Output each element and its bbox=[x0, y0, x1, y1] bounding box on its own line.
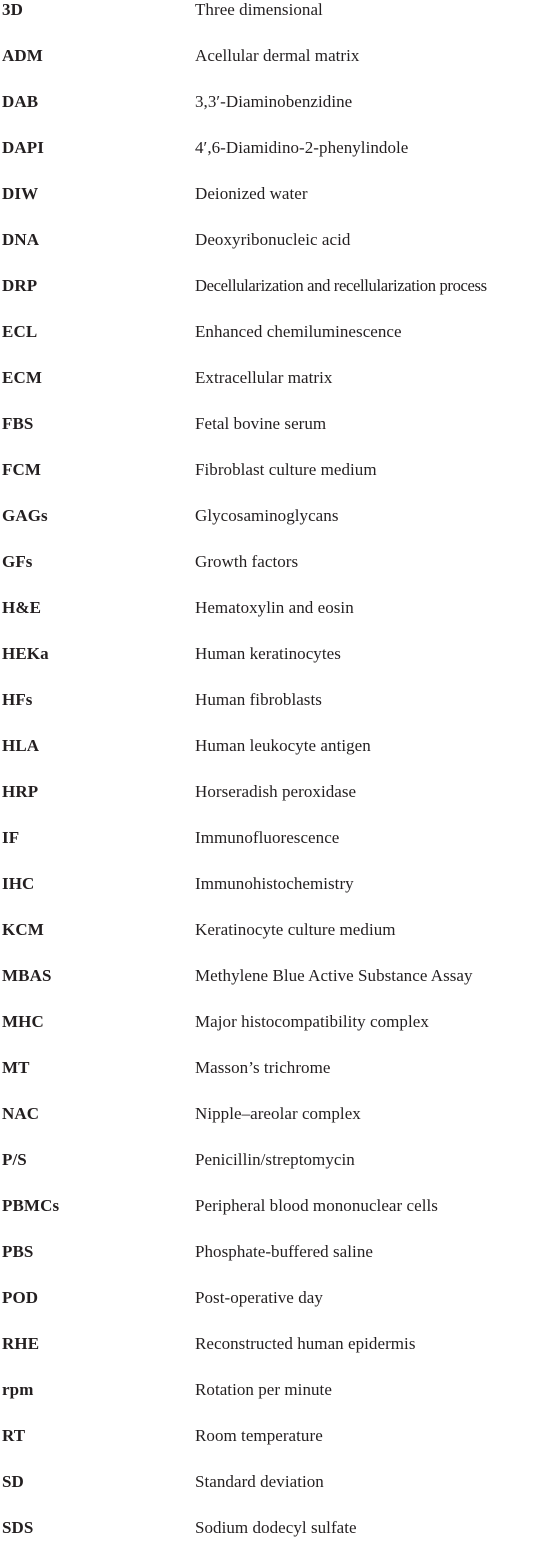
abbreviation-row-diw bbox=[0, 184, 558, 230]
abbreviation-row-3d bbox=[0, 0, 558, 46]
abbreviation-term: ECL bbox=[2, 322, 38, 341]
abbreviation-definition: Sodium dodecyl sulfate bbox=[195, 1518, 357, 1537]
abbreviation-row-fcm bbox=[0, 460, 558, 506]
abbreviation-term: ECM bbox=[2, 368, 42, 387]
abbreviation-term: MHC bbox=[2, 1012, 44, 1031]
abbreviation-row-rpm bbox=[0, 1380, 558, 1426]
abbreviation-term: FCM bbox=[2, 460, 42, 479]
abbreviation-row-p-s bbox=[0, 1150, 558, 1196]
abbreviation-row-rt bbox=[0, 1426, 558, 1472]
abbreviation-term: DAB bbox=[2, 92, 39, 111]
abbreviation-term: H&E bbox=[2, 598, 42, 617]
abbreviation-row-fbs bbox=[0, 414, 558, 460]
abbreviation-term: MT bbox=[2, 1058, 30, 1077]
abbreviation-definition: Immunofluorescence bbox=[195, 828, 340, 847]
abbreviation-row-mhc bbox=[0, 1012, 558, 1058]
abbreviation-definition: Penicillin/streptomycin bbox=[195, 1150, 355, 1169]
abbreviation-term: HEKa bbox=[2, 644, 49, 663]
abbreviation-row-rhe bbox=[0, 1334, 558, 1380]
abbreviation-row-nac bbox=[0, 1104, 558, 1150]
abbreviation-row-dna bbox=[0, 230, 558, 276]
abbreviation-definition: Human leukocyte antigen bbox=[195, 736, 371, 755]
abbreviation-definition: Immunohistochemistry bbox=[195, 874, 354, 893]
abbreviation-term: RHE bbox=[2, 1334, 40, 1353]
abbreviation-definition: Keratinocyte culture medium bbox=[195, 920, 396, 939]
abbreviation-definition: Horseradish peroxidase bbox=[195, 782, 357, 801]
abbreviation-definition: Phosphate-buffered saline bbox=[195, 1242, 373, 1261]
abbreviation-row-gfs bbox=[0, 552, 558, 598]
abbreviation-term: POD bbox=[2, 1288, 39, 1307]
abbreviation-row-dab bbox=[0, 92, 558, 138]
abbreviation-row-mbas bbox=[0, 966, 558, 1012]
abbreviation-definition: Human keratinocytes bbox=[195, 644, 341, 663]
abbreviation-definition: Decellularization and recellularization process bbox=[195, 276, 487, 295]
abbreviation-row-pbmcs bbox=[0, 1196, 558, 1242]
abbreviation-definition: Masson’s trichrome bbox=[195, 1058, 331, 1077]
abbreviation-row-hfs bbox=[0, 690, 558, 736]
abbreviation-row-ecm bbox=[0, 368, 558, 414]
abbreviation-row-dapi bbox=[0, 138, 558, 184]
abbreviation-term: FBS bbox=[2, 414, 34, 433]
abbreviation-term: KCM bbox=[2, 920, 44, 939]
abbreviation-definition: Fetal bovine serum bbox=[195, 414, 327, 433]
abbreviation-term: IHC bbox=[2, 874, 35, 893]
abbreviation-definition: Three dimensional bbox=[195, 0, 323, 19]
abbreviation-row-gags bbox=[0, 506, 558, 552]
abbreviation-term: ADM bbox=[2, 46, 43, 65]
abbreviation-row-adm bbox=[0, 46, 558, 92]
abbreviation-term: 3D bbox=[2, 0, 23, 19]
abbreviation-definition: Methylene Blue Active Substance Assay bbox=[195, 966, 473, 985]
abbreviation-definition: Growth factors bbox=[195, 552, 299, 571]
abbreviation-term: MBAS bbox=[2, 966, 52, 985]
abbreviation-term: P/S bbox=[2, 1150, 27, 1169]
abbreviation-term: DRP bbox=[2, 276, 38, 295]
abbreviation-definition: Reconstructed human epidermis bbox=[195, 1334, 416, 1353]
abbreviation-definition: Room temperature bbox=[195, 1426, 323, 1445]
abbreviation-definition: Enhanced chemiluminescence bbox=[195, 322, 402, 341]
abbreviation-term: HFs bbox=[2, 690, 33, 709]
abbreviation-row-heka bbox=[0, 644, 558, 690]
abbreviation-term: DNA bbox=[2, 230, 40, 249]
abbreviation-term: PBS bbox=[2, 1242, 34, 1261]
abbreviation-row-h-and-e bbox=[0, 598, 558, 644]
abbreviation-definition: Acellular dermal matrix bbox=[195, 46, 360, 65]
abbreviation-row-if bbox=[0, 828, 558, 874]
abbreviation-row-pbs bbox=[0, 1242, 558, 1288]
abbreviation-definition: Major histocompatibility complex bbox=[195, 1012, 429, 1031]
abbreviation-term: rpm bbox=[2, 1380, 34, 1399]
abbreviation-row-hla bbox=[0, 736, 558, 782]
abbreviation-definition: Rotation per minute bbox=[195, 1380, 332, 1399]
abbreviation-row-pod bbox=[0, 1288, 558, 1334]
abbreviation-term: DAPI bbox=[2, 138, 44, 157]
abbreviation-definition: Glycosaminoglycans bbox=[195, 506, 339, 525]
abbreviation-definition: Post-operative day bbox=[195, 1288, 323, 1307]
abbreviation-definition: Deionized water bbox=[195, 184, 308, 203]
abbreviation-term: GFs bbox=[2, 552, 33, 571]
abbreviation-definition: 3,3′-Diaminobenzidine bbox=[195, 92, 353, 111]
abbreviation-definition: Fibroblast culture medium bbox=[195, 460, 377, 479]
abbreviation-row-drp bbox=[0, 276, 558, 322]
abbreviation-term: SD bbox=[2, 1472, 24, 1491]
abbreviation-definition: Standard deviation bbox=[195, 1472, 324, 1491]
abbreviation-term: HLA bbox=[2, 736, 40, 755]
abbreviation-term: RT bbox=[2, 1426, 26, 1445]
abbreviation-row-kcm bbox=[0, 920, 558, 966]
abbreviation-row-hrp bbox=[0, 782, 558, 828]
abbreviation-row-ecl bbox=[0, 322, 558, 368]
abbreviation-term: IF bbox=[2, 828, 20, 847]
abbreviation-definition: Human fibroblasts bbox=[195, 690, 322, 709]
abbreviation-term: NAC bbox=[2, 1104, 40, 1123]
abbreviation-term: SDS bbox=[2, 1518, 34, 1537]
abbreviation-row-sds bbox=[0, 1518, 558, 1564]
abbreviation-definition: Hematoxylin and eosin bbox=[195, 598, 354, 617]
abbreviation-row-ihc bbox=[0, 874, 558, 920]
abbreviation-definition: 4′,6-Diamidino-2-phenylindole bbox=[195, 138, 409, 157]
abbreviation-term: DIW bbox=[2, 184, 39, 203]
abbreviation-term: GAGs bbox=[2, 506, 48, 525]
abbreviation-term: HRP bbox=[2, 782, 39, 801]
abbreviation-row-sd bbox=[0, 1472, 558, 1518]
abbreviation-row-mt bbox=[0, 1058, 558, 1104]
abbreviation-definition: Deoxyribonucleic acid bbox=[195, 230, 351, 249]
abbreviation-definition: Nipple–areolar complex bbox=[195, 1104, 361, 1123]
abbreviation-term: PBMCs bbox=[2, 1196, 60, 1215]
abbreviation-definition: Peripheral blood mononuclear cells bbox=[195, 1196, 438, 1215]
abbreviation-definition: Extracellular matrix bbox=[195, 368, 333, 387]
